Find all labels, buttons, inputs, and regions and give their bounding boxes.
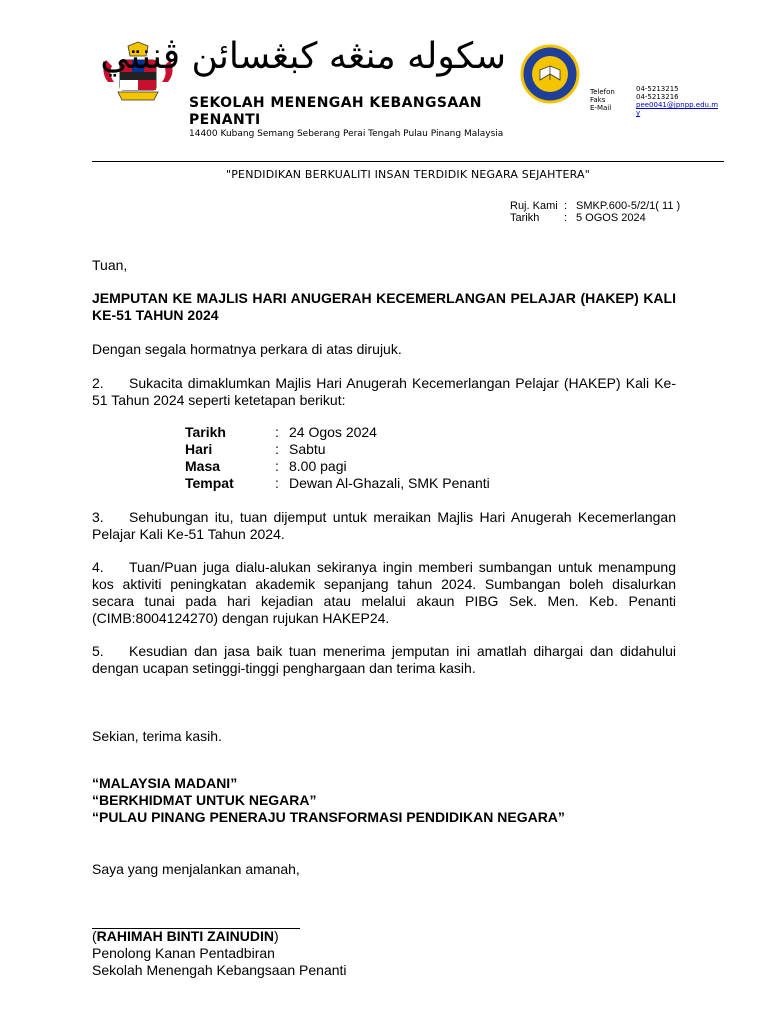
contact-values: [636, 85, 720, 117]
paren-close: ): [274, 928, 279, 944]
detail-key: Tempat: [185, 475, 234, 491]
detail-value: Sabtu: [289, 441, 326, 457]
slogan-line: “PULAU PINANG PENERAJU TRANSFORMASI PENDIDIKAN NEGARA”: [92, 809, 565, 825]
email-link[interactable]: pee0041@jpnpp.edu.my: [636, 101, 719, 117]
email-label: E-Mail: [590, 104, 612, 112]
signatory-name: RAHIMAH BINTI ZAINUDIN: [96, 928, 274, 944]
detail-key: Masa: [185, 458, 221, 474]
motto: "PENDIDIKAN BERKUALITI INSAN TERDIDIK NEGARA SEJAHTERA": [225, 168, 591, 181]
signatory-title: Penolong Kanan Pentadbiran: [92, 945, 275, 961]
paragraph-number: 5.: [92, 643, 104, 659]
date-value: 5 OGOS 2024: [576, 212, 646, 224]
slogan-line: “MALAYSIA MADANI”: [92, 775, 238, 791]
detail-row: [185, 424, 490, 441]
signatory-school: Sekolah Menengah Kebangsaan Penanti: [92, 962, 347, 978]
school-name-jawi: سکوله منڠه کبڠسائن ڤننتي: [100, 36, 506, 77]
paragraph-text: Tuan/Puan juga dialu-alukan sekiranya ingin memberi sumbangan untuk menampung kos aktiviti peningkatan akademik sepanjang tahun 2024. Sumbangan boleh disalurkan secara tunai pada hari kejadian atau melalui akaun PIBG Sek. Men. Keb. Penanti (CIMB:8004124270) dengan rujukan HAKEP24.: [92, 559, 676, 626]
detail-sep: :: [275, 441, 279, 457]
paragraph-3: [92, 509, 676, 543]
detail-value: Dewan Al-Ghazali, SMK Penanti: [289, 475, 490, 491]
header-divider: [92, 161, 724, 162]
paragraph-number: 2.: [92, 375, 104, 391]
detail-value: 24 Ogos 2024: [289, 424, 377, 440]
detail-value: 8.00 pagi: [289, 458, 347, 474]
paren-open: (: [92, 928, 97, 944]
date-label: Tarikh: [510, 212, 540, 224]
paragraph-text: Sehubungan itu, tuan dijemput untuk meraikan Majlis Hari Anugerah Kecemerlangan Pelajar Kali Ke-51 Tahun 2024.: [92, 509, 676, 542]
detail-row: [185, 475, 490, 492]
school-address: 14400 Kubang Semang Seberang Perai Tengah Pulau Pinang Malaysia: [189, 129, 504, 139]
telefon-label: Telefon: [590, 88, 615, 96]
paragraph-number: 4.: [92, 559, 104, 575]
ref-value: SMKP.600-5/2/1( 11 ): [576, 200, 681, 212]
subject: JEMPUTAN KE MAJLIS HARI ANUGERAH KECEMERLANGAN PELAJAR (HAKEP) KALI KE-51 TAHUN 2024: [92, 290, 676, 323]
closing-line: Sekian, terima kasih.: [92, 728, 222, 744]
detail-key: Tarikh: [185, 424, 226, 440]
paragraph-number: 3.: [92, 509, 104, 525]
paragraph-5: [92, 643, 676, 677]
detail-key: Hari: [185, 441, 213, 457]
faks-value: 04-5213216: [636, 93, 679, 101]
contact-labels: [590, 88, 615, 112]
detail-sep: :: [275, 475, 279, 491]
opening-line: Dengan segala hormatnya perkara di atas dirujuk.: [92, 341, 402, 357]
faks-label: Faks: [590, 96, 606, 104]
ref-label: Ruj. Kami: [510, 200, 558, 212]
paragraph-2: [92, 375, 676, 409]
paragraph-4: [92, 559, 676, 627]
paragraph-text: Kesudian dan jasa baik tuan menerima jemputan ini amatlah dihargai dan didahului dengan ucapan setinggi-tinggi penghargaan dan terima kasih.: [92, 643, 676, 676]
school-logo: [520, 44, 580, 104]
slogan-line: “BERKHIDMAT UNTUK NEGARA”: [92, 792, 317, 808]
slogans: [92, 775, 565, 826]
signatory-block: [92, 928, 347, 979]
trust-line: Saya yang menjalankan amanah,: [92, 861, 300, 877]
detail-row: [185, 441, 490, 458]
date-sep: :: [564, 212, 568, 224]
reference-block: [510, 200, 680, 224]
detail-row: [185, 458, 490, 475]
detail-sep: :: [275, 424, 279, 440]
signatory-name-line: [92, 928, 347, 945]
ref-sep: :: [564, 200, 568, 212]
telefon-value: 04-5213215: [636, 85, 679, 93]
event-details: [185, 424, 490, 492]
salutation: Tuan,: [92, 257, 128, 273]
detail-sep: :: [275, 458, 279, 474]
paragraph-text: Sukacita dimaklumkan Majlis Hari Anugerah Kecemerlangan Pelajar (HAKEP) Kali Ke-51 Tahun 2024 seperti ketetapan berikut:: [92, 375, 676, 408]
school-name: SEKOLAH MENENGAH KEBANGSAAN PENANTI: [189, 95, 482, 128]
